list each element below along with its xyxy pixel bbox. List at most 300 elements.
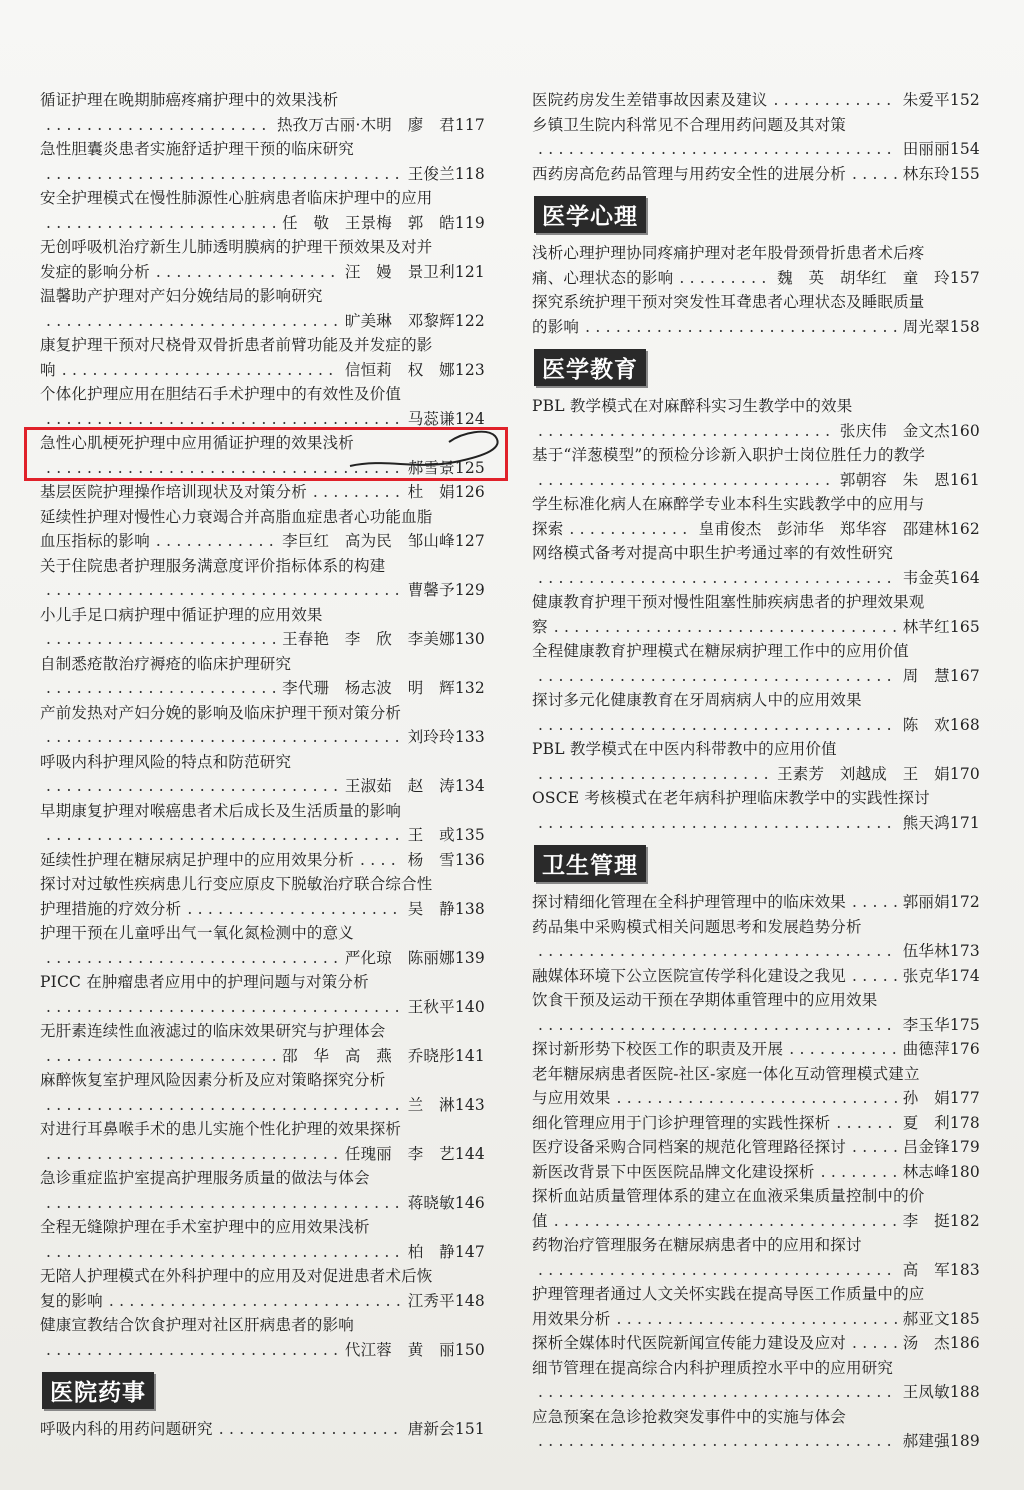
entry-page-number: 182 (949, 1211, 980, 1230)
toc-entry-second-line (40, 211, 485, 236)
leader-dots (821, 1160, 897, 1185)
leader-dots (538, 566, 897, 591)
toc-entry (40, 970, 485, 1019)
entry-authors: 旷美琳 邓黎辉 (344, 311, 455, 330)
toc-entry-second-line (40, 946, 485, 971)
toc-entry (532, 88, 980, 113)
entry-title: 基于“洋葱模型”的预检分诊新入职护士岗位胜任力的教学 (532, 446, 926, 464)
toc-entry (532, 1356, 980, 1405)
toc-entry (532, 1037, 980, 1062)
entry-title: 温馨助产护理对产妇分娩结局的影响研究 (40, 287, 323, 305)
entry-title: 探讨新形势下校医工作的职责及开展 (532, 1040, 784, 1058)
entry-page-number: 126 (454, 483, 485, 501)
entry-page-number: 139 (454, 948, 485, 967)
entry-page-number: 185 (949, 1309, 980, 1328)
entry-title: 循证护理在晚期肺癌疼痛护理中的效果浅析 (40, 91, 339, 109)
leader-dots (852, 890, 897, 915)
toc-entry (532, 1405, 980, 1454)
toc-entry (40, 652, 485, 701)
leader-dots (538, 419, 834, 444)
entry-authors: 王俊兰 (407, 164, 455, 183)
entry-page-number: 130 (454, 630, 485, 648)
toc-entry-second-line (532, 939, 980, 964)
leader-dots (109, 1289, 402, 1314)
leader-dots (538, 137, 897, 162)
entry-page-number: 176 (949, 1040, 980, 1058)
toc-entry-second-line (40, 823, 485, 848)
entry-page-number: 117 (454, 115, 485, 134)
toc-entry (40, 1019, 485, 1068)
entry-title: OSCE 考核模式在老年病科护理临床教学中的实践性探讨 (532, 789, 930, 807)
entry-page-number: 154 (949, 140, 980, 158)
toc-entry-line (40, 480, 485, 505)
toc-entry-line (532, 890, 980, 915)
toc-entry-second-line (532, 137, 980, 162)
entry-title: 延续性护理对慢性心力衰竭合并高脂血症患者心功能血脂 (40, 507, 433, 526)
entry-title-continued: 发症的影响分析 (40, 262, 150, 281)
toc-entry (40, 480, 485, 505)
entry-title-continued: 探索 (532, 519, 564, 538)
toc-entry-second-line (532, 664, 980, 689)
leader-dots (554, 1209, 897, 1234)
entry-title: 探讨多元化健康教育在牙周病病人中的应用效果 (532, 691, 862, 709)
entry-page-number: 132 (454, 679, 485, 697)
toc-entry (532, 1282, 980, 1331)
toc-entry-second-line (40, 676, 485, 701)
entry-title: 护理管理者通过人文关怀实践在提高导医工作质量中的应 (532, 1285, 925, 1303)
entry-title-continued: 的影响 (532, 317, 580, 336)
entry-page-number: 134 (454, 777, 485, 795)
leader-dots (852, 162, 897, 187)
toc-entry (40, 799, 485, 848)
entry-authors: 杜 娟 (407, 483, 455, 501)
entry-title: 浅析心理护理协同疼痛护理对老年股骨颈骨折患者术后疼 (532, 244, 925, 262)
toc-entry (40, 235, 485, 284)
toc-entry-line (532, 1160, 980, 1185)
entry-page-number: 127 (454, 532, 485, 550)
leader-dots (46, 309, 339, 334)
entry-authors: 严化琼 陈丽娜 (344, 948, 455, 967)
entry-title: 全程无缝隙护理在手术室护理中的应用效果浅析 (40, 1218, 370, 1236)
entry-title: 健康宣教结合饮食护理对社区肝病患者的影响 (40, 1316, 355, 1334)
entry-page-number: 150 (454, 1340, 485, 1359)
toc-entry (40, 1215, 485, 1264)
entry-page-number: 180 (949, 1162, 980, 1181)
toc-entry (532, 541, 980, 590)
entry-title-continued: 复的影响 (40, 1291, 103, 1310)
entry-authors: 郭朝容 朱 恩 (839, 470, 950, 489)
toc-entry (532, 639, 980, 688)
entry-title: 探析全媒体时代医院新闻宣传能力建设及应对 (532, 1334, 847, 1352)
entry-page-number: 155 (949, 164, 980, 183)
leader-dots (313, 480, 402, 505)
toc-entry (532, 492, 980, 541)
entry-authors: 任 敬 王景梅 郭 皓 (282, 213, 455, 232)
entry-title: 自制悉疮散治疗褥疮的临床护理研究 (40, 654, 292, 673)
toc-entry-line (40, 1417, 485, 1442)
entry-title: 医院药房发生差错事故因素及建议 (532, 91, 768, 109)
entry-page-number: 178 (949, 1113, 980, 1132)
toc-entry-second-line (40, 1289, 485, 1314)
entry-authors: 江秀平 (407, 1291, 455, 1310)
entry-page-number: 146 (454, 1193, 485, 1212)
entry-authors: 李代珊 杨志波 明 辉 (282, 679, 455, 697)
entry-page-number: 172 (949, 893, 980, 911)
entry-title: 关于住院患者护理服务满意度评价指标体系的构建 (40, 556, 386, 575)
toc-entry (532, 688, 980, 737)
leader-dots (554, 615, 897, 640)
entry-authors: 任瑰丽 李 艺 (344, 1144, 455, 1163)
toc-entry-second-line (532, 1380, 980, 1405)
toc-entry-second-line (532, 1307, 980, 1332)
entry-title: 全程健康教育护理模式在糖尿病护理工作中的应用价值 (532, 642, 909, 660)
entry-authors: 夏 利 (902, 1113, 950, 1132)
toc-entry-second-line (532, 1086, 980, 1111)
toc-entry-second-line (40, 1240, 485, 1265)
entry-authors: 李 挺 (902, 1211, 950, 1230)
toc-entry (40, 1068, 485, 1117)
entry-authors: 邵 华 高 燕 乔晓彤 (282, 1046, 455, 1065)
entry-title: 融媒体环境下公立医院宣传学科化建设之我见 (532, 966, 847, 985)
toc-entry-second-line (532, 517, 980, 542)
toc-entry-second-line (40, 113, 485, 138)
entry-authors: 陈 欢 (902, 715, 950, 734)
entry-authors: 张庆伟 金文杰 (839, 421, 950, 440)
entry-authors: 郝亚文 (902, 1309, 950, 1328)
toc-entry-second-line (40, 529, 485, 554)
entry-page-number: 162 (949, 519, 980, 538)
entry-authors: 信恒莉 权 娜 (344, 360, 455, 379)
entry-title: 急性心肌梗死护理中应用循证护理的效果浅析 (40, 434, 355, 452)
entry-title: 小儿手足口病护理中循证护理的应用效果 (40, 605, 323, 624)
entry-authors: 王春艳 李 欣 李美娜 (282, 630, 455, 648)
entry-authors: 周 慧 (902, 666, 950, 685)
leader-dots (46, 162, 402, 187)
toc-entry-second-line (40, 162, 485, 187)
entry-title: 药品集中采购模式相关问题思考和发展趋势分析 (532, 917, 862, 936)
toc-entry (532, 113, 980, 162)
toc-entry (40, 872, 485, 921)
entry-authors: 蒋晓敏 (407, 1193, 455, 1212)
entry-authors: 伍华林 (902, 942, 950, 960)
entry-title: 无创呼吸机治疗新生儿肺透明膜病的护理干预效果及对并 (40, 238, 433, 256)
entry-authors: 杨 雪 (407, 850, 455, 869)
toc-entry-second-line (40, 1142, 485, 1167)
toc-entry-line (532, 1331, 980, 1356)
toc-entry-second-line (40, 995, 485, 1020)
leader-dots (679, 266, 771, 291)
leader-dots (46, 725, 402, 750)
toc-entry-second-line (532, 1429, 980, 1454)
toc-entry (532, 241, 980, 290)
entry-page-number: 161 (949, 470, 980, 489)
toc-entry-second-line (532, 419, 980, 444)
toc-entry-second-line (532, 315, 980, 340)
leader-dots (617, 1086, 897, 1111)
leader-dots (538, 713, 897, 738)
toc-entry (532, 1184, 980, 1233)
entry-authors: 韦金英 (902, 568, 950, 587)
entry-authors: 王淑茹 赵 涛 (344, 777, 455, 795)
entry-title: 麻醉恢复室护理风险因素分析及应对策略探究分析 (40, 1071, 386, 1089)
entry-title: 急诊重症监护室提高护理服务质量的做法与体会 (40, 1169, 370, 1187)
entry-page-number: 125 (454, 458, 485, 477)
entry-authors: 林芊红 (902, 617, 950, 636)
leader-dots (538, 1258, 897, 1283)
toc-entry-second-line (532, 468, 980, 493)
entry-page-number: 122 (454, 311, 485, 330)
leader-dots (569, 517, 692, 542)
toc-entry (40, 382, 485, 431)
entry-title: 无肝素连续性血液滤过的临床效果研究与护理体会 (40, 1022, 386, 1040)
entry-title-continued: 响 (40, 360, 56, 379)
toc-entry (40, 701, 485, 750)
entry-authors: 李巨红 高为民 邹山峰 (282, 532, 455, 550)
toc-entry (40, 1417, 485, 1442)
entry-title: 西药房高危药品管理与用药安全性的进展分析 (532, 164, 847, 183)
toc-entry (532, 786, 980, 835)
toc-entry (40, 137, 485, 186)
entry-authors: 林志峰 (902, 1162, 950, 1181)
entry-page-number: 151 (454, 1420, 485, 1438)
entry-page-number: 175 (949, 1015, 980, 1034)
toc-entry (40, 333, 485, 382)
section-heading: 医学心理 (534, 196, 646, 233)
entry-title: PBL 教学模式在中医内科带教中的应用价值 (532, 740, 837, 758)
entry-authors: 热孜万古丽·木明 廖 君 (276, 115, 455, 134)
entry-title-continued: 痛、心理状态的影响 (532, 268, 674, 287)
leader-dots (852, 1135, 897, 1160)
entry-title: 健康教育护理干预对慢性阻塞性肺疾病患者的护理效果观 (532, 593, 925, 611)
entry-title: 探析血站质量管理体系的建立在血液采集质量控制中的价 (532, 1187, 925, 1205)
entry-authors: 柏 静 (407, 1242, 455, 1261)
leader-dots (46, 1044, 276, 1069)
entry-title: 产前发热对产妇分娩的影响及临床护理干预对策分析 (40, 703, 402, 722)
entry-authors: 代江蓉 黄 丽 (344, 1340, 455, 1359)
left-column (40, 88, 485, 1442)
entry-title: 学生标准化病人在麻醉学专业本科生实践教学中的应用与 (532, 495, 925, 513)
entry-title: 护理干预在儿童呼出气一氧化氮检测中的意义 (40, 924, 355, 942)
leader-dots (360, 848, 402, 873)
entry-title-continued: 用效果分析 (532, 1309, 611, 1328)
toc-entry-second-line (40, 1191, 485, 1216)
leader-dots (46, 1338, 339, 1363)
entry-page-number: 179 (949, 1138, 980, 1156)
entry-title: 康复护理干预对尺桡骨双骨折患者前臂功能及并发症的影 (40, 336, 433, 354)
entry-authors: 魏 英 胡华红 童 玲 (777, 268, 950, 287)
entry-page-number: 158 (949, 317, 980, 336)
entry-title: 网络模式备考对提高中职生护考通过率的有效性研究 (532, 544, 894, 562)
leader-dots (46, 627, 276, 652)
toc-entry-second-line (40, 578, 485, 603)
section-heading: 医院药事 (42, 1372, 154, 1409)
toc-entry-second-line (40, 260, 485, 285)
toc-entry-second-line (532, 1209, 980, 1234)
entry-page-number: 171 (949, 813, 980, 832)
entry-authors: 周光翠 (902, 317, 950, 336)
toc-entry-second-line (40, 309, 485, 334)
leader-dots (219, 1417, 402, 1442)
toc-entry-second-line (532, 615, 980, 640)
toc-entry-line (40, 848, 485, 873)
entry-page-number: 123 (454, 360, 485, 379)
section-heading: 卫生管理 (534, 845, 646, 882)
leader-dots (46, 1240, 402, 1265)
entry-page-number: 121 (454, 262, 485, 281)
leader-dots (156, 260, 339, 285)
entry-title: 个体化护理应用在胆结石手术护理中的有效性及价值 (40, 385, 402, 403)
toc-entry-line (532, 1111, 980, 1136)
entry-page-number: 167 (949, 666, 980, 685)
entry-title: 药物治疗管理服务在糖尿病患者中的应用和探讨 (532, 1236, 862, 1254)
entry-title: 对进行耳鼻喉手术的患儿实施个性化护理的效果探析 (40, 1120, 402, 1138)
entry-page-number: 183 (949, 1260, 980, 1279)
toc-entry (532, 290, 980, 339)
leader-dots (46, 774, 339, 799)
entry-page-number: 124 (454, 409, 485, 428)
entry-page-number: 144 (454, 1144, 485, 1163)
entry-title: 基层医院护理操作培训现状及对策分析 (40, 483, 307, 501)
toc-entry-second-line (40, 774, 485, 799)
right-column (532, 88, 980, 1454)
entry-page-number: 188 (949, 1383, 980, 1401)
toc-entry (532, 890, 980, 915)
toc-entry (532, 443, 980, 492)
toc-entry-second-line (532, 266, 980, 291)
entry-title: PBL 教学模式在对麻醉科实习生教学中的效果 (532, 397, 853, 415)
toc-entry (40, 750, 485, 799)
leader-dots (538, 811, 897, 836)
toc-entry (40, 284, 485, 333)
entry-page-number: 141 (454, 1046, 485, 1065)
entry-authors: 熊天鸿 (902, 813, 950, 832)
toc-entry (40, 1117, 485, 1166)
entry-authors: 吴 静 (407, 899, 455, 918)
leader-dots (538, 664, 897, 689)
entry-page-number: 157 (949, 268, 980, 287)
toc-entry (40, 921, 485, 970)
entry-title: 安全护理模式在慢性肺源性心脏病患者临床护理中的应用 (40, 189, 433, 207)
entry-page-number: 133 (454, 728, 485, 746)
leader-dots (538, 468, 834, 493)
entry-page-number: 173 (949, 942, 980, 960)
toc-entry (532, 988, 980, 1037)
entry-page-number: 136 (454, 850, 485, 869)
toc-entry-second-line (40, 897, 485, 922)
entry-title: 延续性护理在糖尿病足护理中的应用效果分析 (40, 850, 355, 869)
leader-dots (617, 1307, 897, 1332)
entry-page-number: 174 (949, 966, 980, 985)
entry-page-number: 168 (949, 715, 980, 734)
toc-entry-second-line (532, 1258, 980, 1283)
toc-entry (40, 848, 485, 873)
entry-title: 探究系统护理干预对突发性耳聋患者心理状态及睡眠质量 (532, 293, 925, 311)
leader-dots (156, 529, 276, 554)
entry-page-number: 152 (949, 91, 980, 109)
entry-authors: 王素芳 刘越成 王 娟 (777, 764, 950, 783)
entry-page-number: 170 (949, 764, 980, 783)
toc-entry (40, 505, 485, 554)
entry-page-number: 140 (454, 997, 485, 1016)
toc-entry (532, 590, 980, 639)
pen-scribble-mark (345, 428, 510, 473)
entry-authors: 高 军 (902, 1260, 950, 1279)
toc-entry (40, 1264, 485, 1313)
leader-dots (538, 939, 897, 964)
toc-entry-second-line (532, 713, 980, 738)
entry-page-number: 148 (454, 1291, 485, 1310)
toc-entry (532, 1233, 980, 1282)
toc-entry (40, 186, 485, 235)
toc-entry (532, 915, 980, 964)
toc-entry (40, 603, 485, 652)
toc-entry-second-line (532, 1013, 980, 1038)
entry-authors: 马蕊谦 (407, 409, 455, 428)
entry-title: 呼吸内科护理风险的特点和防范研究 (40, 752, 292, 771)
entry-title: 早期康复护理对喉癌患者术后成长及生活质量的影响 (40, 801, 402, 820)
entry-title-continued: 察 (532, 617, 548, 636)
leader-dots (774, 88, 897, 113)
toc-entry (532, 737, 980, 786)
entry-authors: 张克华 (902, 966, 950, 985)
leader-dots (46, 1093, 402, 1118)
toc-entry (532, 1135, 980, 1160)
entry-title: 饮食干预及运动干预在孕期体重管理中的应用效果 (532, 991, 878, 1009)
entry-title-continued: 血压指标的影响 (40, 532, 150, 550)
toc-entry (532, 394, 980, 443)
section-heading: 医学教育 (534, 349, 646, 386)
toc-entry (532, 162, 980, 187)
entry-page-number: 186 (949, 1334, 980, 1352)
entry-authors: 皇甫俊杰 彭沛华 郑华容 邵建林 (698, 519, 950, 538)
entry-authors: 王秋平 (407, 997, 455, 1016)
leader-dots (46, 823, 402, 848)
entry-page-number: 143 (454, 1095, 485, 1114)
leader-dots (187, 897, 401, 922)
leader-dots (62, 358, 339, 383)
toc-entry-second-line (40, 1338, 485, 1363)
entry-authors: 兰 淋 (407, 1095, 455, 1114)
toc-entry (532, 1331, 980, 1356)
entry-title: 新医改背景下中医医院品牌文化建设探析 (532, 1162, 815, 1181)
toc-entry-second-line (40, 627, 485, 652)
toc-entry (40, 88, 485, 137)
toc-entry-second-line (40, 1044, 485, 1069)
entry-page-number: 164 (949, 568, 980, 587)
entry-title: 医疗设备采购合同档案的规范化管理路径探讨 (532, 1138, 847, 1156)
entry-title: 呼吸内科的用药问题研究 (40, 1420, 213, 1438)
entry-authors: 孙 娟 (902, 1089, 950, 1107)
toc-entry-second-line (532, 811, 980, 836)
entry-title: 探讨精细化管理在全科护理管理中的临床效果 (532, 893, 847, 911)
leader-dots (46, 113, 271, 138)
entry-title: 细化管理应用于门诊护理管理的实践性探析 (532, 1113, 831, 1132)
leader-dots (852, 1331, 897, 1356)
entry-title: 细节管理在提高综合内科护理质控水平中的应用研究 (532, 1358, 894, 1377)
toc-entry-line (532, 1135, 980, 1160)
toc-entry (40, 1166, 485, 1215)
leader-dots (46, 1142, 339, 1167)
entry-page-number: 177 (949, 1089, 980, 1107)
entry-title-continued: 与应用效果 (532, 1089, 611, 1107)
entry-authors: 唐新会 (407, 1420, 455, 1438)
leader-dots (538, 762, 771, 787)
entry-authors: 曹馨予 (407, 581, 455, 599)
leader-dots (46, 578, 402, 603)
entry-page-number: 119 (454, 213, 485, 232)
toc-entry (40, 554, 485, 603)
entry-authors: 郝建强 (902, 1432, 950, 1450)
